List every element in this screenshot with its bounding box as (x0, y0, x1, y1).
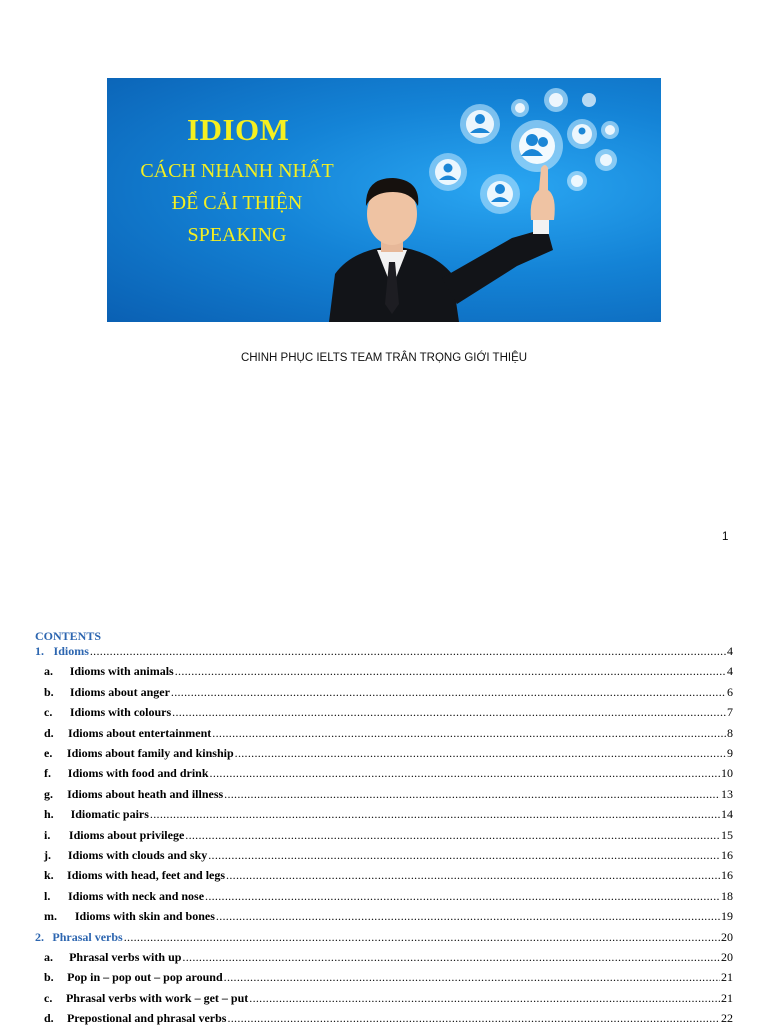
toc-entry-label: Phrasal verbs with work – get – put (65, 990, 249, 1005)
toc-dot-leader (212, 726, 726, 741)
banner-subtitle-line-3: SPEAKING (187, 224, 287, 246)
toc-entry-page: 22 (721, 1011, 733, 1026)
toc-entry-page: 16 (721, 868, 733, 883)
toc-entry-label: Idioms with skin and bones (74, 909, 215, 924)
toc-entry[interactable] (35, 807, 733, 823)
toc-entry[interactable] (35, 746, 733, 762)
toc-entry[interactable] (35, 685, 733, 701)
toc-heading: CONTENTS (35, 629, 102, 643)
toc-entry-page: 14 (721, 807, 733, 822)
toc-entry-label: Idioms with neck and nose (68, 888, 205, 903)
toc-entry-number: m. (44, 909, 57, 924)
toc-dot-leader (171, 685, 726, 700)
toc-entry-number: b. (44, 970, 54, 985)
toc-entry-label: Pop in – pop out – pop around (67, 970, 223, 985)
toc-entry-label: Idiomatic pairs (70, 807, 149, 822)
toc-entry-number: 1. (35, 644, 44, 658)
toc-entry[interactable] (35, 991, 733, 1007)
toc-entry-number: b. (44, 684, 54, 699)
toc-dot-leader (175, 664, 726, 679)
toc-entry[interactable] (35, 868, 733, 884)
banner-title: IDIOM (187, 112, 290, 147)
toc-dot-leader (172, 705, 726, 720)
toc-entry[interactable] (35, 950, 733, 966)
intro-text: CHINH PHỤC IELTS TEAM TRÂN TRỌNG GIỚI THIỆU (240, 352, 528, 364)
toc-entry-number: i. (44, 827, 51, 842)
toc-dot-leader (235, 746, 726, 761)
toc-entry[interactable] (35, 909, 733, 925)
toc-entry[interactable] (35, 889, 733, 905)
toc-entry-label: Phrasal verbs with up (69, 950, 182, 964)
toc-entry-page: 15 (721, 827, 733, 842)
toc-dot-leader (185, 828, 720, 843)
social-network-icons (429, 88, 619, 214)
toc-entry-page: 20 (721, 929, 733, 944)
toc-entry[interactable] (35, 1011, 733, 1027)
toc-entry[interactable] (35, 705, 733, 721)
toc-entry-number: l. (44, 888, 51, 903)
toc-entry-page: 19 (721, 909, 733, 924)
cover-banner (107, 78, 661, 322)
toc-entry-number: d. (44, 1011, 54, 1026)
toc-dot-leader (205, 889, 720, 904)
toc-entry-page: 21 (721, 990, 733, 1005)
toc-entry-number: f. (44, 766, 51, 781)
page-number: 1 (722, 531, 729, 543)
toc-dot-leader (224, 787, 720, 802)
toc-entry-page: 4 (727, 644, 733, 658)
toc-entry-number: a. (44, 950, 53, 964)
toc-dot-leader (224, 970, 720, 985)
toc-entry-page: 4 (727, 664, 733, 679)
toc-entry-label: Prepostional and phrasal verbs (66, 1011, 227, 1026)
toc-dot-leader (150, 807, 720, 822)
banner-subtitle-line-2: ĐỂ CẢI THIỆN (171, 192, 303, 214)
toc-entry-page: 8 (727, 725, 733, 740)
toc-entry-number: c. (44, 705, 53, 720)
toc-entry[interactable] (35, 787, 733, 803)
toc-entry-label: Idioms (53, 644, 89, 658)
toc-entry-number: h. (44, 807, 54, 822)
toc-dot-leader (208, 848, 720, 863)
toc-entry-page: 7 (727, 705, 733, 720)
toc-entry-label: Idioms about entertainment (67, 725, 212, 740)
toc-dot-leader (226, 868, 720, 883)
toc-entry-page: 18 (721, 888, 733, 903)
toc-entry-number: d. (44, 725, 54, 740)
toc-entry-number: k. (44, 868, 54, 883)
toc-dot-leader (182, 950, 720, 965)
banner-subtitle-line-1: CÁCH NHANH NHẤT (140, 160, 334, 182)
toc-entry-label: Idioms with colours (69, 705, 172, 720)
toc-dot-leader (210, 766, 720, 781)
toc-entry-page: 20 (721, 950, 733, 964)
toc-entry-label: Idioms with food and drink (67, 766, 209, 781)
toc-entry-page: 9 (727, 746, 733, 760)
toc-entry[interactable] (35, 664, 733, 680)
toc-entry-number: 2. (35, 929, 44, 944)
toc-entry[interactable] (35, 766, 733, 782)
toc-dot-leader (90, 644, 726, 659)
toc-entry-number: g. (44, 786, 53, 801)
toc-entry[interactable] (35, 828, 733, 844)
toc-entry-label: Phrasal verbs (52, 929, 123, 944)
toc-entry[interactable] (35, 930, 733, 946)
toc-entry[interactable] (35, 726, 733, 742)
toc-dot-leader (216, 909, 720, 924)
toc-entry-label: Idioms with animals (69, 664, 174, 679)
toc-entry-number: j. (44, 848, 51, 862)
toc-entry-number: a. (44, 664, 53, 679)
toc-entry-label: Idioms about heath and illness (67, 786, 224, 801)
toc-entry-page: 13 (721, 786, 733, 801)
toc-entry[interactable] (35, 970, 733, 986)
toc-entry-label: Idioms with clouds and sky (67, 848, 208, 862)
toc-entry-page: 10 (721, 766, 733, 781)
toc-entry-label: Idioms about family and kinship (66, 746, 234, 760)
toc-dot-leader (124, 930, 720, 945)
toc-entry-label: Idioms with head, feet and legs (67, 868, 226, 883)
toc-entry-number: c. (44, 990, 53, 1005)
toc-entry-page: 16 (721, 848, 733, 862)
toc-entry[interactable] (35, 848, 733, 864)
toc-entry-label: Idioms about privilege (68, 827, 185, 842)
toc-entry-page: 6 (727, 684, 733, 699)
toc-entry-page: 21 (721, 970, 733, 985)
toc-entry-number: e. (44, 746, 53, 760)
toc-dot-leader (249, 991, 720, 1006)
toc-entry-label: Idioms about anger (69, 684, 170, 699)
toc-entry[interactable] (35, 644, 733, 660)
